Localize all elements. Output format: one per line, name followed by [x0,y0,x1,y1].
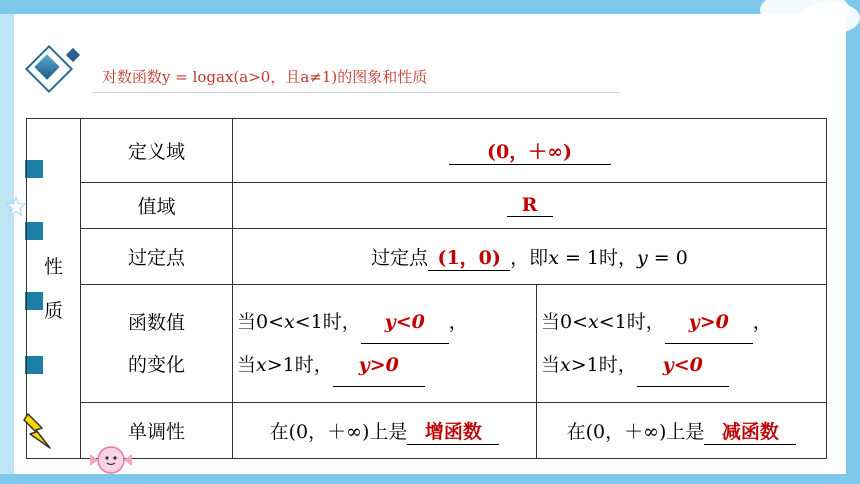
table-row-fixed-point [27,229,827,285]
monotonicity-left-cell: 在(0，＋∞)上是 增函数 [233,403,537,459]
title-bar [92,62,620,93]
row-label-range: 值域 [81,183,233,229]
value-change-left-cell: 当0<x<1时， y<0 ， 当x>1时， y>0 [233,285,537,403]
domain-cell [233,119,827,183]
candy-icon [88,440,134,480]
value-change-right-cell: 当0<x<1时， y>0 ， 当x>1时， y<0 [537,285,827,403]
table-row-range [27,183,827,229]
left-strip [0,14,14,474]
range-answer: R [507,194,553,217]
value-change-right-answer-2: y<0 [637,344,729,387]
page-title: 对数函数y = logax(a>0，且a≠1)的图象和性质 [102,68,428,86]
row-label-value-change: 函数值 的变化 [81,285,233,403]
fixed-point-cell: 过定点 (1，0) ，即x = 1时，y = 0 [233,229,827,285]
monotonicity-right-answer: 减函数 [704,417,796,445]
value-change-left-answer-2: y>0 [333,344,425,387]
table-row-value-change [27,285,827,403]
fixed-point-answer: (1，0) [428,243,510,271]
row-label-monotonicity: 单调性 [81,403,233,459]
lightning-icon [22,412,56,452]
range-cell [233,183,827,229]
monotonicity-left-answer: 增函数 [407,417,499,445]
row-label-domain: 定义域 [81,119,233,183]
domain-answer: (0，＋∞) [449,137,611,165]
monotonicity-right-cell: 在(0，＋∞)上是 减函数 [537,403,827,459]
table-row-domain [27,119,827,183]
row-label-fixed-point: 过定点 [81,229,233,285]
value-change-left-answer-1: y<0 [361,301,449,344]
properties-table [26,118,827,459]
diamond-logo-icon [28,48,72,92]
value-change-right-answer-1: y>0 [665,301,753,344]
section-label: 性 质 [27,119,81,459]
star-icon [6,196,26,216]
table-row-monotonicity [27,403,827,459]
